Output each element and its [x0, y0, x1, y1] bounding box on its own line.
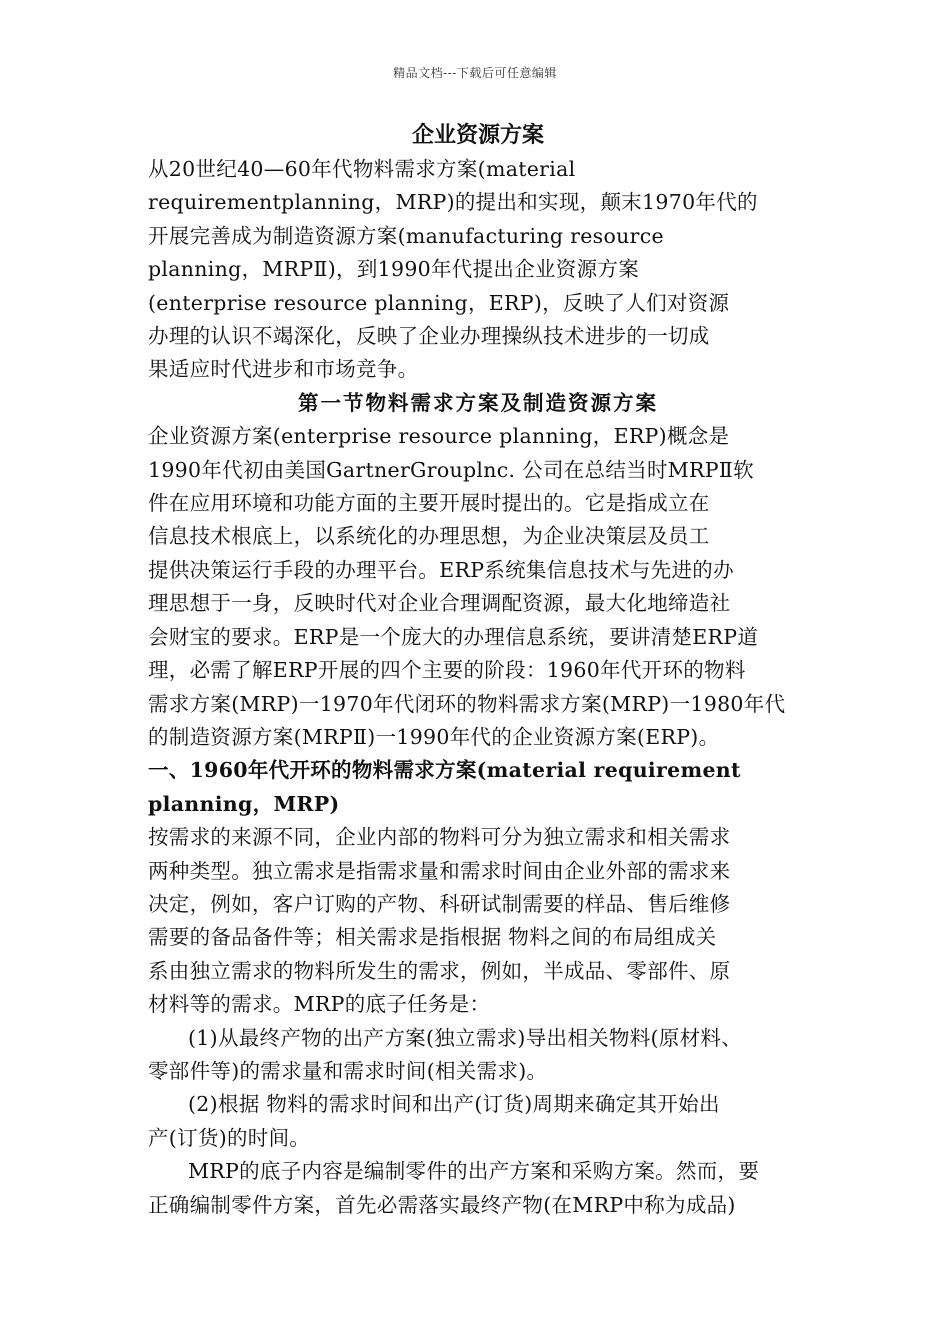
text-line: (1)从最终产物的出产方案(独立需求)导出相关物料(原材料、: [188, 1025, 743, 1050]
text-line: 提供决策运行手段的办理平台。ERP系统集信息技术与先进的办: [148, 557, 734, 582]
subsection-heading: [148, 754, 808, 821]
text-line: 零部件等)的需求量和需求时间(相关需求)。: [148, 1058, 548, 1083]
text-line: 系由独立需求的物料所发生的需求，例如，半成品、零部件、原: [148, 958, 731, 983]
text-line: 信息技术根底上，以系统化的办理思想，为企业决策层及员工: [148, 524, 710, 549]
text-line: 正确编制零件方案，首先必需落实最终产物(在MRP中称为成品): [148, 1192, 736, 1217]
text-line: 产(订货)的时间。: [148, 1125, 311, 1150]
text-line: (enterprise resource planning，ERP)，反映了人们对资源: [148, 290, 730, 315]
text-line: (2)根据 物料的需求时间和出产(订货)周期来确定其开始出: [188, 1092, 720, 1117]
section-heading: 第一节物料需求方案及制造资源方案: [298, 390, 658, 415]
final-paragraph: [148, 1155, 808, 1222]
text-line: 按需求的来源不同，企业内部的物料可分为独立需求和相关需求: [148, 825, 731, 850]
section-paragraph: [148, 420, 808, 754]
text-line: 从20世纪40—60年代物料需求方案(material: [148, 157, 576, 181]
text-line: 需要的备品备件等；相关需求是指根据 物料之间的布局组成关: [148, 925, 717, 950]
text-line: requirementplanning，MRP)的提出和实现，颠末1970年代的: [148, 190, 758, 215]
document-body: [148, 118, 808, 1222]
text-line: 会财宝的要求。ERP是一个庞大的办理信息系统，要讲清楚ERP道: [148, 624, 759, 649]
text-line: 理思想于一身，反映时代对企业合理调配资源，最大化地缔造社: [148, 591, 731, 616]
text-line: 办理的认识不竭深化，反映了企业办理操纵技术进步的一切成: [148, 324, 710, 349]
text-line: 果适应时代进步和市场竞争。: [148, 357, 419, 382]
list-item-2: [148, 1088, 808, 1155]
text-line: planning，MRP): [148, 791, 340, 816]
intro-paragraph: [148, 153, 808, 387]
text-line: 决定，例如，客户订购的产物、科研试制需要的样品、售后维修: [148, 891, 731, 916]
body-paragraph: [148, 821, 808, 1021]
text-line: 两种类型。独立需求是指需求量和需求时间由企业外部的需求来: [148, 858, 731, 883]
document-title: 企业资源方案: [411, 122, 544, 148]
text-line: 的制造资源方案(MRPⅡ)一1990年代的企业资源方案(ERP)。: [148, 724, 720, 749]
text-line: 件在应用环境和功能方面的主要开展时提出的。它是指成立在: [148, 491, 710, 516]
text-line: MRP的底子内容是编制零件的出产方案和采购方案。然而，要: [188, 1159, 760, 1184]
text-line: 开展完善成为制造资源方案(manufacturing resource: [148, 223, 664, 248]
text-line: 需求方案(MRP)一1970年代闭环的物料需求方案(MRP)一1980年代: [148, 691, 786, 716]
text-line: 材料等的需求。MRP的底子任务是：: [148, 992, 491, 1017]
text-line: 理，必需了解ERP开展的四个主要的阶段：1960年代开环的物料: [148, 658, 746, 683]
text-line: 企业资源方案(enterprise resource planning，ERP)概念是: [148, 424, 730, 449]
text-line: 一、1960年代开环的物料需求方案(material requirement: [148, 758, 741, 783]
text-line: planning，MRPⅡ)，到1990年代提出企业资源方案: [148, 257, 640, 282]
page-header: 精品文档---下载后可任意编辑: [393, 66, 557, 80]
text-line: 1990年代初由美国GartnerGrouplnc. 公司在总结当时MRPⅡ软: [148, 457, 754, 482]
list-item-1: [148, 1022, 808, 1089]
